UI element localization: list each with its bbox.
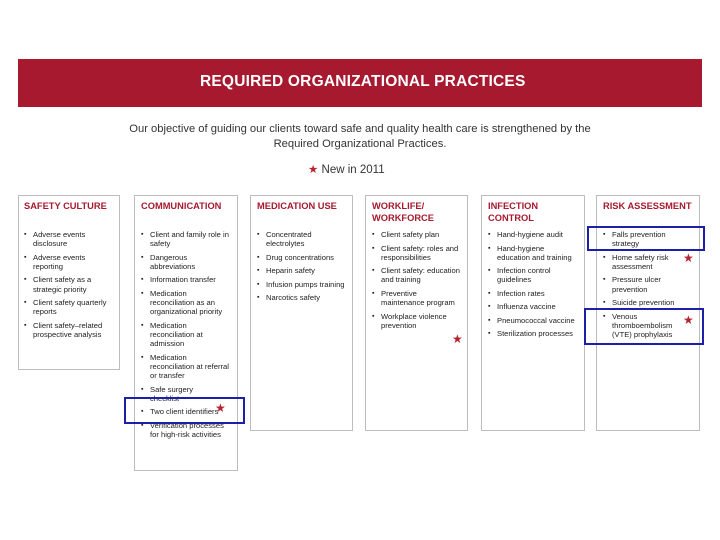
list-item: ▪ Adverse events disclosure bbox=[24, 230, 114, 248]
highlight-box-falls-prevention bbox=[587, 226, 705, 251]
list-item: ▪ Infection rates bbox=[488, 289, 576, 298]
list-item: ▪ Sterilization processes bbox=[488, 329, 576, 338]
heading-risk-assessment: RISK ASSESSMENT bbox=[603, 201, 692, 211]
list-item: ▪ Two client identifiers bbox=[141, 407, 229, 416]
list-item: ▪ Preventive maintenance program bbox=[372, 289, 460, 307]
new-in-2011-legend bbox=[308, 162, 385, 176]
list-item: ▪ Client safety quarterly reports bbox=[24, 298, 114, 316]
list-item: ▪ Workplace violence prevention bbox=[372, 312, 453, 330]
list-item: ▪ Narcotics safety bbox=[257, 293, 345, 302]
list-item: ▪ Pneumococcal vaccine bbox=[488, 316, 576, 325]
list-item: ▪ Drug concentrations bbox=[257, 253, 345, 262]
list-item: ▪ Client safety–related prospective analysis bbox=[24, 321, 114, 339]
list-item: ▪ Medication reconciliation at admission bbox=[141, 321, 229, 349]
heading-infection-control: INFECTION CONTROL bbox=[488, 201, 539, 223]
star-icon: ★ bbox=[308, 164, 319, 176]
highlight-box-safe-surgery bbox=[124, 397, 245, 424]
heading-communication: COMMUNICATION bbox=[141, 201, 222, 211]
new-star-icon: ★ bbox=[683, 313, 694, 327]
list-item: ▪ Concentrated electrolytes bbox=[257, 230, 345, 248]
list-item: ▪ Venous thromboembolism (VTE) prophylaxis bbox=[603, 312, 679, 340]
list-item: ▪ Dangerous abbreviations bbox=[141, 253, 229, 271]
new-star-icon: ★ bbox=[452, 332, 463, 346]
list-item: ▪ Influenza vaccine bbox=[488, 302, 576, 311]
list-medication-use bbox=[257, 230, 345, 307]
list-item: ▪ Information transfer bbox=[141, 275, 229, 284]
list-item: ▪ Adverse events reporting bbox=[24, 253, 114, 271]
list-item: ▪ Infusion pumps training bbox=[257, 280, 345, 289]
list-item: ▪ Home safety risk assessment bbox=[603, 253, 679, 271]
legend-text: New in 2011 bbox=[321, 164, 385, 176]
list-item: ▪ Client and family role in safety bbox=[141, 230, 229, 248]
list-item: ▪ Falls prevention strategy bbox=[603, 230, 679, 248]
heading-worklife-workforce: WORKLIFE/ WORKFORCE bbox=[372, 201, 434, 223]
list-infection-control bbox=[488, 230, 576, 343]
list-item: ▪ Hand-hygiene education and training bbox=[488, 244, 576, 262]
list-item: ▪ Client safety: education and training bbox=[372, 266, 460, 284]
intro-text bbox=[80, 122, 640, 152]
list-item: ▪ Medication reconciliation as an organizational priority bbox=[141, 289, 229, 317]
list-worklife-workforce bbox=[372, 230, 460, 334]
heading-safety-culture: SAFETY CULTURE bbox=[24, 201, 107, 211]
list-item: ▪ Pressure ulcer prevention bbox=[603, 275, 679, 293]
list-item: ▪ Heparin safety bbox=[257, 266, 345, 275]
list-item: ▪ Verification processes for high-risk activities bbox=[141, 421, 229, 439]
list-safety-culture bbox=[24, 230, 114, 344]
list-item: ▪ Safe surgery checklist bbox=[141, 385, 202, 403]
heading-medication-use: MEDICATION USE bbox=[257, 201, 337, 211]
list-item: ▪ Client safety plan bbox=[372, 230, 460, 239]
list-item: ▪ Suicide prevention bbox=[603, 298, 679, 307]
list-item: ▪ Hand-hygiene audit bbox=[488, 230, 576, 239]
new-star-icon: ★ bbox=[215, 401, 226, 415]
highlight-box-vte-prophylaxis bbox=[584, 308, 704, 345]
list-item: ▪ Client safety as a strategic priority bbox=[24, 275, 114, 293]
list-item: ▪ Infection control guidelines bbox=[488, 266, 576, 284]
list-item: ▪ Medication reconciliation at referral or transfer bbox=[141, 353, 229, 381]
new-star-icon: ★ bbox=[683, 251, 694, 265]
list-item: ▪ Client safety: roles and responsibilities bbox=[372, 244, 460, 262]
intro-line-1: Our objective of guiding our clients toward safe and quality health care is strengthened by the bbox=[129, 123, 591, 135]
intro-line-2: Required Organizational Practices. bbox=[273, 138, 447, 150]
banner-title: REQUIRED ORGANIZATIONAL PRACTICES bbox=[200, 73, 526, 90]
